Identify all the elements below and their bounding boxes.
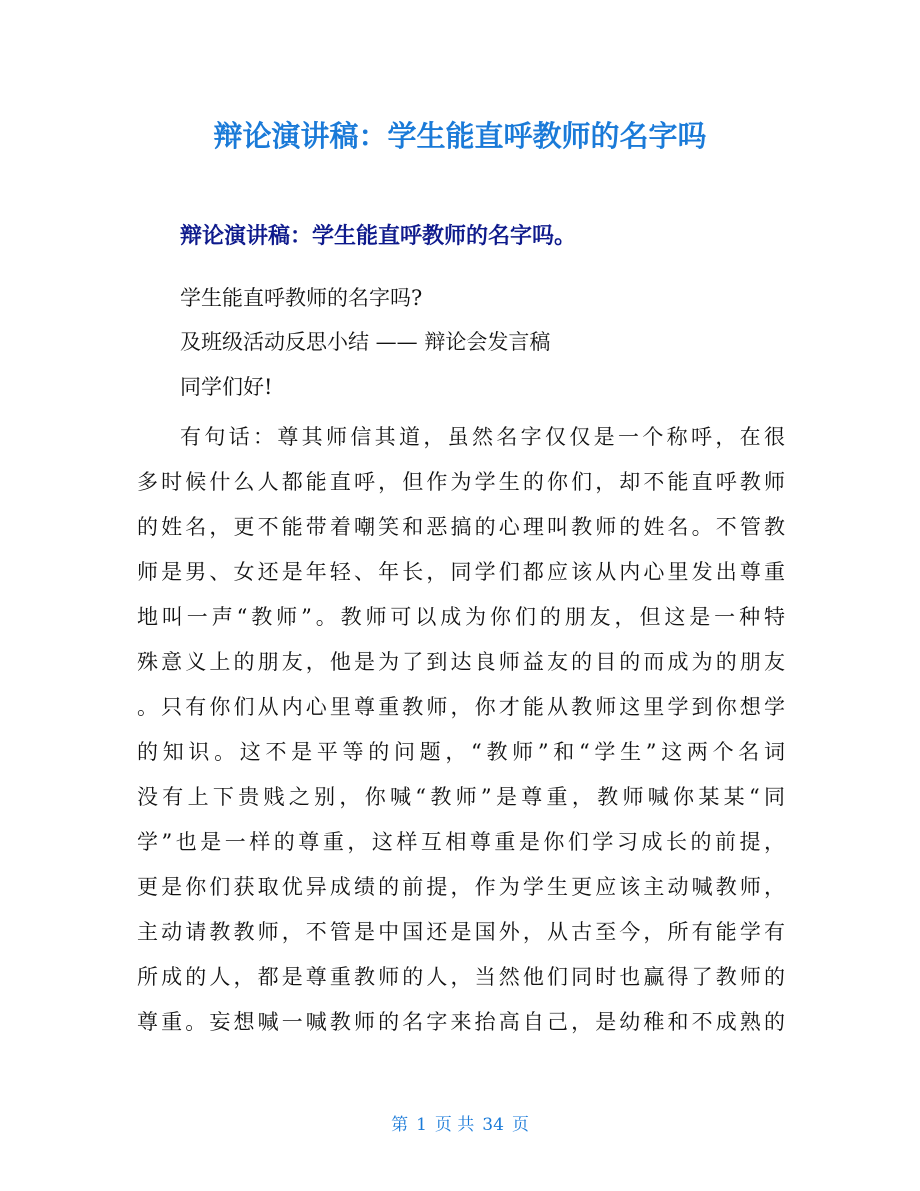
text-line-greeting: 同学们好! bbox=[180, 375, 273, 399]
paragraph-row: 有句话：尊其师信其道，虽然名字仅仅是一个称呼，在很 bbox=[180, 425, 785, 449]
text-line-question: 学生能直呼教师的名字吗? bbox=[180, 286, 423, 310]
paragraph-row: 地叫一声“教师”。教师可以成为你们的朋友，但这是一种特 bbox=[137, 605, 785, 629]
paragraph-row: 的姓名，更不能带着嘲笑和恶搞的心理叫教师的姓名。不管教 bbox=[137, 515, 785, 539]
footer-total-pages: 34 bbox=[482, 1115, 504, 1135]
page-footer bbox=[0, 1113, 920, 1137]
paragraph-row: 多时候什么人都能直呼，但作为学生的你们，却不能直呼教师 bbox=[137, 470, 785, 494]
footer-prefix: 第 bbox=[391, 1115, 409, 1135]
paragraph-row: 所成的人，都是尊重教师的人，当然他们同时也赢得了教师的 bbox=[137, 965, 785, 989]
paragraph-row: 主动请教教师，不管是中国还是国外，从古至今，所有能学有 bbox=[137, 920, 785, 944]
paragraph-row: 学”也是一样的尊重，这样互相尊重是你们学习成长的前提， bbox=[137, 830, 785, 854]
paragraph-row: 。只有你们从内心里尊重教师，你才能从教师这里学到你想学 bbox=[137, 695, 785, 719]
footer-suffix: 页 bbox=[511, 1115, 529, 1135]
paragraph-row: 师是男、女还是年轻、年长，同学们都应该从内心里发出尊重 bbox=[137, 560, 785, 584]
document-subtitle: 辩论演讲稿：学生能直呼教师的名字吗。 bbox=[180, 224, 577, 249]
paragraph-row: 没有上下贵贱之别，你喊“教师”是尊重，教师喊你某某“同 bbox=[137, 785, 785, 809]
footer-current-page: 1 bbox=[416, 1115, 427, 1135]
body-paragraph bbox=[137, 415, 785, 1045]
paragraph-row: 殊意义上的朋友，他是为了到达良师益友的目的而成为的朋友 bbox=[137, 650, 785, 674]
document-title: 辩论演讲稿：学生能直呼教师的名字吗 bbox=[213, 119, 707, 153]
paragraph-row: 更是你们获取优异成绩的前提，作为学生更应该主动喊教师， bbox=[137, 875, 785, 899]
footer-mid: 页 共 bbox=[434, 1115, 475, 1135]
text-line-heading: 及班级活动反思小结 —— 辩论会发言稿 bbox=[180, 330, 551, 354]
paragraph-row: 的知识。这不是平等的问题，“教师”和“学生”这两个名词 bbox=[137, 740, 785, 764]
paragraph-row: 尊重。妄想喊一喊教师的名字来抬高自己，是幼稚和不成熟的 bbox=[137, 1010, 785, 1034]
